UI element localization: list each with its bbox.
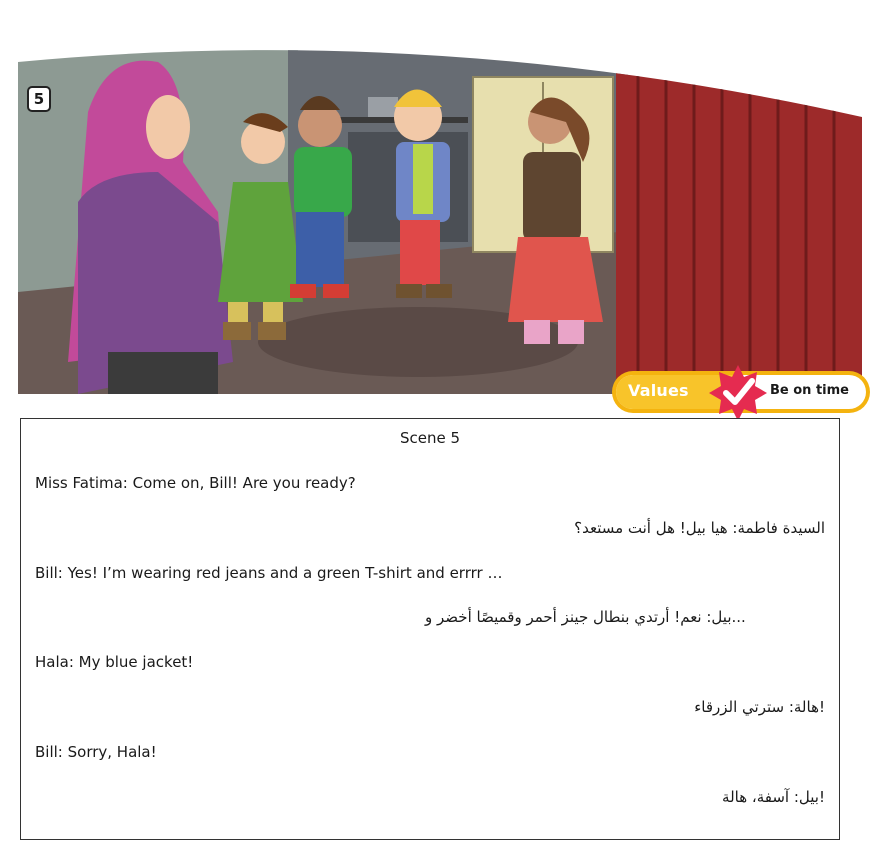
dialogue-line-ar: ...بيل: نعم! أرتدي بنطال جينز أحمر وقميصًا أخضر و [425,608,746,626]
dialogue-line-en: Bill: Yes! I’m wearing red jeans and a green T-shirt and errrr … [35,564,503,582]
dialogue-line-ar: !بيل: آسفة، هالة [722,788,825,806]
scene-illustration [18,22,862,394]
values-label: Values [628,381,689,400]
scene-title: Scene 5 [399,429,461,447]
dialogue-line-ar: !هالة: سترتي الزرقاء [694,698,825,716]
dialogue-line-en: Hala: My blue jacket! [35,653,194,671]
values-text: Be on time [770,383,849,398]
scene-number-badge: 5 [27,86,51,112]
dialogue-line-en: Miss Fatima: Come on, Bill! Are you ready? [35,474,356,492]
dialogue-line-ar: السيدة فاطمة: هيا بيل! هل أنت مستعد؟ [574,519,825,537]
dialogue-box [20,418,840,840]
dialogue-line-en: Bill: Sorry, Hala! [35,743,157,761]
values-badge [612,371,870,413]
checkmark-star-icon [708,363,768,423]
